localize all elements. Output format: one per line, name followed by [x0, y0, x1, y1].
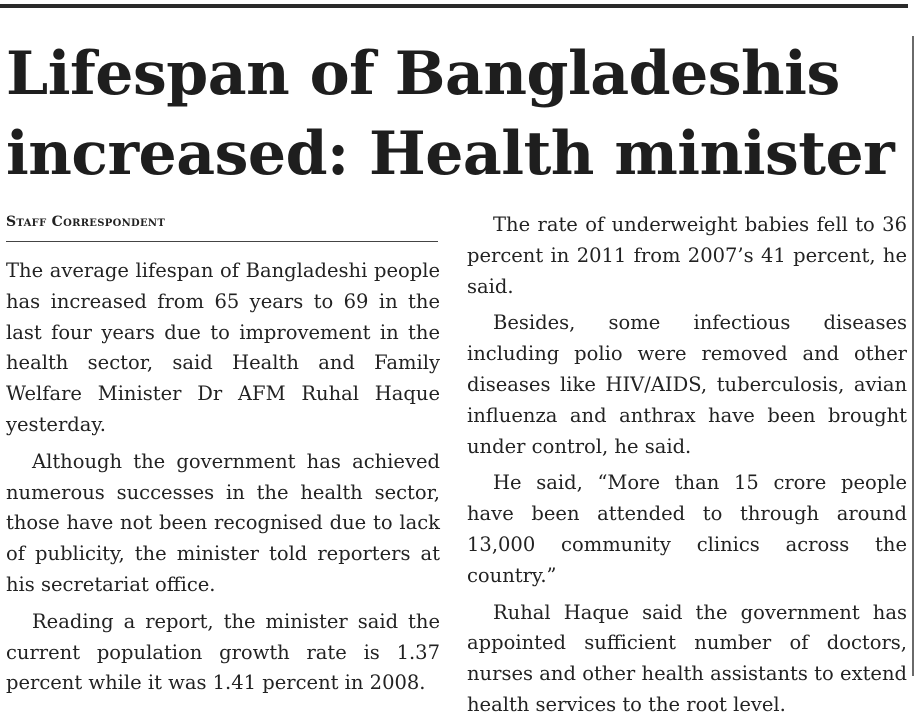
top-rule: [0, 4, 908, 8]
column-rule: [912, 36, 914, 676]
paragraph: The average lifespan of Bangladeshi people has increased from 65 years to 69 in the last four years due to improvement in the health sector, said Health and Family Welfare Minister Dr AFM Ruhal Haque yesterday.: [6, 259, 440, 436]
article-column-left: [6, 256, 440, 705]
byline-rule: [6, 241, 438, 242]
paragraph: The rate of underweight babies fell to 36 percent in 2011 from 2007’s 41 percent, he said.: [467, 213, 907, 298]
paragraph: He said, “More than 15 crore people have been attended to through around 13,000 community clinics across the country.”: [467, 471, 907, 587]
headline-line: Lifespan of Bangladeshis: [6, 39, 840, 109]
headline-line: increased: Health minister: [6, 119, 895, 189]
paragraph: Reading a report, the minister said the current population growth rate is 1.37 percent while it was 1.41 percent in 2008.: [6, 609, 440, 695]
paragraph: Ruhal Haque said the government has appointed sufficient number of doctors, nurses and other health assistants to extend health services to the root level.: [467, 600, 907, 716]
headline: [6, 34, 906, 194]
article-column-right: [467, 210, 907, 727]
paragraph: Besides, some infectious diseases including polio were removed and other diseases like HIV/AIDS, tuberculosis, avian influenza and anthrax have been brought under control, he said.: [467, 311, 907, 458]
paragraph: Although the government has achieved numerous successes in the health sector, those have not been recognised due to lack of publicity, the minister told reporters at his secretariat office.: [6, 449, 440, 596]
byline: Staff Correspondent: [6, 214, 166, 230]
